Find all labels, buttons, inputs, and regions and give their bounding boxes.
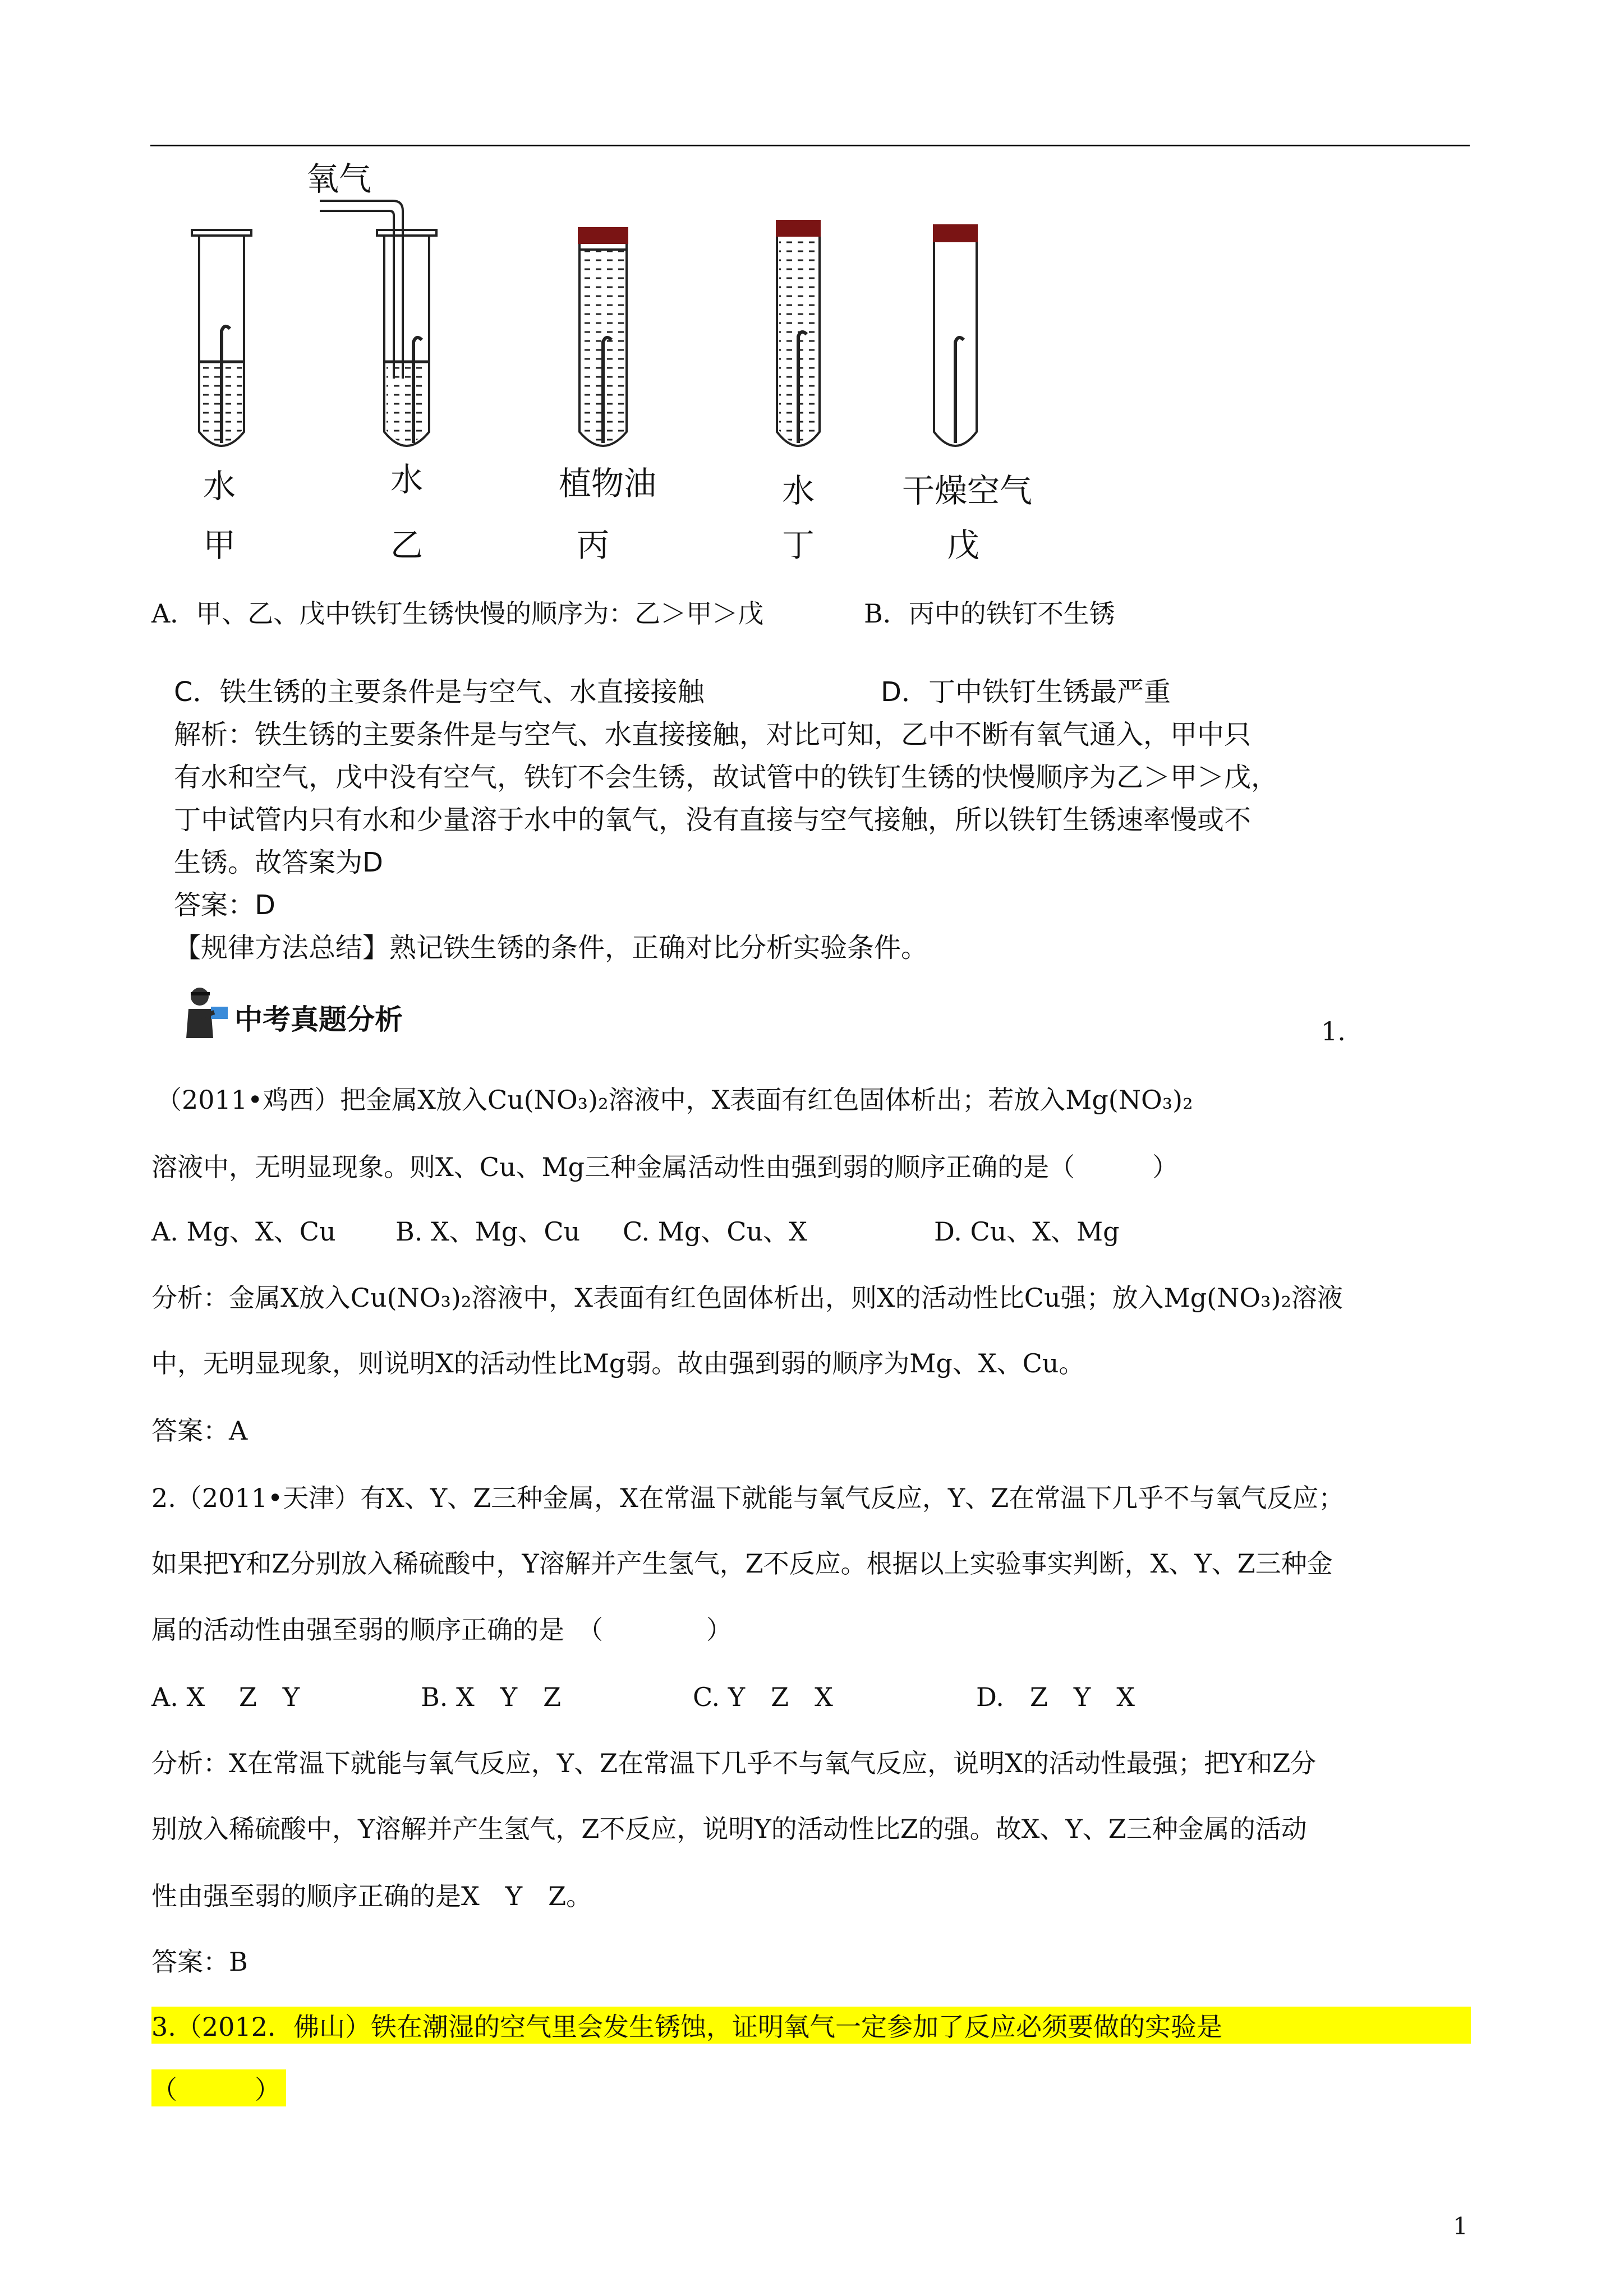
question-stem: （2011•鸡西）把金属X放入Cu(NO₃)₂溶液中，X表面有红色固体析出；若放入Mg(NO₃)₂ bbox=[156, 1085, 1193, 1115]
teacher-icon bbox=[178, 984, 229, 1043]
tube-name-label: 甲 bbox=[203, 526, 236, 564]
analysis-line: 中，无明显现象，则说明X的活动性比Mg弱。故由强到弱的顺序为Mg、X、Cu。 bbox=[151, 1348, 1085, 1378]
analysis-line: 丁中试管内只有水和少量溶于水中的氧气，没有直接与空气接触，所以铁钉生锈速率慢或不 bbox=[174, 804, 1252, 836]
header-rule bbox=[150, 145, 1470, 146]
option-a: A. X Z Y bbox=[151, 1682, 300, 1712]
question-number: 1. bbox=[1321, 1016, 1346, 1046]
answer-text: 答案：B bbox=[151, 1947, 248, 1977]
test-tube-figure bbox=[168, 157, 1066, 585]
tube-name-label: 丙 bbox=[577, 526, 610, 564]
section-title: 中考真题分析 bbox=[234, 1003, 403, 1036]
question-stem: 3.（2012．佛山）铁在潮湿的空气里会发生锈蚀，证明氧气一定参加了反应必须要做的实验是 bbox=[151, 2012, 1222, 2042]
tube-liquid-label: 水 bbox=[782, 472, 815, 510]
tube-jia bbox=[192, 230, 251, 446]
option-d: D. Cu、X、Mg bbox=[934, 1216, 1120, 1247]
tube-liquid-label: 水 bbox=[390, 460, 424, 499]
tube-liquid-label: 干燥空气 bbox=[902, 472, 1033, 510]
answer-text: 答案：D bbox=[174, 889, 275, 921]
highlighted-answer-blank bbox=[151, 2069, 286, 2106]
option-c: C．铁生锈的主要条件是与空气、水直接接触 bbox=[174, 676, 705, 708]
oxygen-label: 氧气 bbox=[306, 160, 372, 198]
tube-name-label: 丁 bbox=[782, 526, 815, 564]
answer-text: 答案：A bbox=[151, 1416, 248, 1446]
option-d: D．丁中铁钉生锈最严重 bbox=[881, 676, 1171, 708]
option-c: C. Y Z X bbox=[693, 1682, 833, 1712]
question-stem: 溶液中，无明显现象。则X、Cu、Mg三种金属活动性由强到弱的顺序正确的是（ ） bbox=[151, 1152, 1179, 1182]
question-stem: 2.（2011•天津）有X、Y、Z三种金属，X在常温下就能与氧气反应，Y、Z在常温下几乎不与氧气反应； bbox=[151, 1483, 1345, 1513]
option-b: B. X Y Z bbox=[421, 1682, 562, 1712]
analysis-line: 生锈。故答案为D bbox=[174, 847, 383, 878]
page-number: 1 bbox=[1453, 2212, 1468, 2240]
tube-wu bbox=[933, 224, 978, 446]
tube-ding bbox=[776, 220, 821, 446]
method-summary: 【规律方法总结】熟记铁生锈的条件，正确对比分析实验条件。 bbox=[174, 932, 928, 963]
analysis-line: 分析：X在常温下就能与氧气反应，Y、Z在常温下几乎不与氧气反应，说明X的活动性最强；把Y和Z分 bbox=[151, 1748, 1317, 1778]
option-c: C. Mg、Cu、X bbox=[623, 1216, 807, 1247]
highlighted-question-stem bbox=[151, 2007, 1471, 2044]
tube-name-label: 戊 bbox=[947, 526, 980, 564]
tube-bing bbox=[578, 227, 628, 446]
tube-liquid-label: 水 bbox=[203, 467, 236, 505]
question-stem: 属的活动性由强至弱的顺序正确的是 （ ） bbox=[151, 1615, 732, 1645]
analysis-line: 有水和空气，戊中没有空气，铁钉不会生锈，故试管中的铁钉生锈的快慢顺序为乙＞甲＞戊， bbox=[174, 762, 1278, 793]
analysis-line: 别放入稀硫酸中，Y溶解并产生氢气，Z不反应，说明Y的活动性比Z的强。故X、Y、Z三种金属的活动 bbox=[151, 1814, 1307, 1844]
analysis-line: 解析：铁生锈的主要条件是与空气、水直接接触，对比可知，乙中不断有氧气通入，甲中只 bbox=[174, 719, 1252, 750]
option-a: A. Mg、X、Cu bbox=[151, 1216, 336, 1247]
option-a: A．甲、乙、戊中铁钉生锈快慢的顺序为：乙＞甲＞戊 bbox=[151, 598, 764, 629]
option-d: D. Z Y X bbox=[976, 1682, 1135, 1712]
question-stem: 如果把Y和Z分别放入稀硫酸中，Y溶解并产生氢气，Z不反应。根据以上实验事实判断，X、Y、Z三种金 bbox=[151, 1548, 1333, 1579]
tube-name-label: 乙 bbox=[390, 526, 424, 564]
option-b: B．丙中的铁钉不生锈 bbox=[864, 598, 1115, 629]
test-tube-diagram bbox=[168, 157, 1066, 583]
answer-blank: （ ） bbox=[151, 2074, 280, 2105]
analysis-line: 分析：金属X放入Cu(NO₃)₂溶液中，X表面有红色固体析出，则X的活动性比Cu强；放入Mg(NO₃)₂溶液 bbox=[151, 1283, 1343, 1313]
tube-yi bbox=[320, 201, 436, 446]
analysis-line: 性由强至弱的顺序正确的是X Y Z。 bbox=[151, 1881, 592, 1911]
option-b: B. X、Mg、Cu bbox=[395, 1216, 581, 1247]
tube-liquid-label: 植物油 bbox=[559, 464, 657, 502]
